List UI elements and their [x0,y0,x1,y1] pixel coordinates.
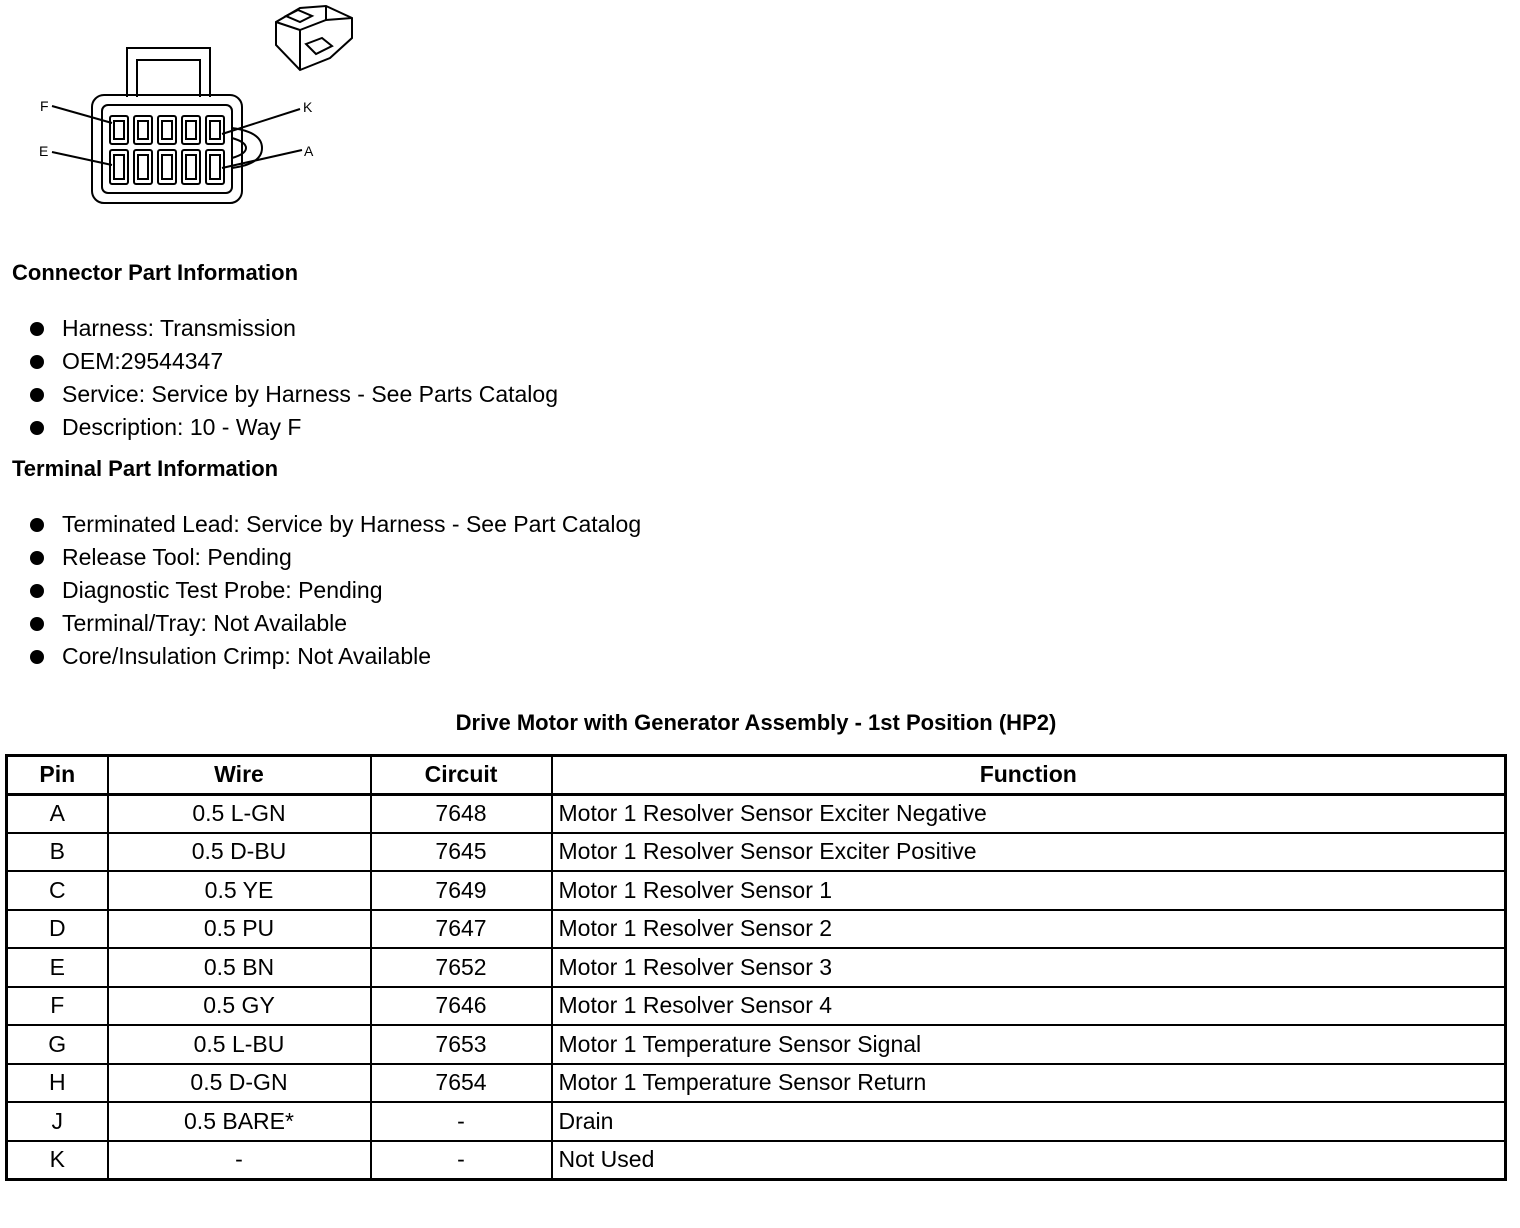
pin-cell: C [7,871,108,910]
pin-label-f: F [40,98,49,114]
wire-cell: 0.5 D-BU [108,833,371,872]
list-item: Release Tool: Pending [30,541,641,574]
list-item: Description: 10 - Way F [30,411,558,444]
wire-cell: 0.5 L-BU [108,1025,371,1064]
table-title: Drive Motor with Generator Assembly - 1st Position (HP2) [455,710,1057,735]
function-cell: Motor 1 Resolver Sensor 2 [552,910,1506,949]
column-header: Circuit [371,756,552,795]
terminal-contact [138,121,148,139]
function-cell: Motor 1 Resolver Sensor 1 [552,871,1506,910]
wire-cell: 0.5 D-GN [108,1064,371,1103]
terminal-contact [186,155,196,179]
wire-cell: 0.5 PU [108,910,371,949]
circuit-cell: 7646 [371,987,552,1026]
pin-label-e: E [39,143,49,159]
wire-cell: 0.5 YE [108,871,371,910]
circuit-cell: - [371,1141,552,1180]
function-cell: Motor 1 Temperature Sensor Return [552,1064,1506,1103]
table-header-row [7,756,1506,795]
list-item: Service: Service by Harness - See Parts Catalog [30,378,558,411]
table-row [7,1141,1506,1180]
wire-cell: - [108,1141,371,1180]
table-row [7,833,1506,872]
list-item: OEM:29544347 [30,345,558,378]
table-row [7,948,1506,987]
circuit-cell: 7648 [371,794,552,833]
list-item: Core/Insulation Crimp: Not Available [30,640,641,673]
circuit-cell: 7653 [371,1025,552,1064]
terminal-part-heading: Terminal Part Information [12,456,279,481]
table-row [7,1102,1506,1141]
circuit-cell: 7649 [371,871,552,910]
terminal-contact [114,155,124,179]
wire-cell: 0.5 GY [108,987,371,1026]
function-cell: Motor 1 Resolver Sensor Exciter Positive [552,833,1506,872]
connector-part-heading: Connector Part Information [12,260,299,285]
function-cell: Motor 1 Resolver Sensor Exciter Negative [552,794,1506,833]
pin-cell: H [7,1064,108,1103]
terminal-contact [162,155,172,179]
circuit-cell: 7654 [371,1064,552,1103]
circuit-cell: - [371,1102,552,1141]
circuit-cell: 7647 [371,910,552,949]
table-row [7,987,1506,1026]
wire-cell: 0.5 L-GN [108,794,371,833]
connector-part-list [30,312,558,444]
list-item: Terminal/Tray: Not Available [30,607,641,640]
table-row [7,871,1506,910]
terminal-contact [210,155,220,179]
terminal-contact [114,121,124,139]
table-row [7,910,1506,949]
pin-table [5,754,1507,1181]
pin-cell: D [7,910,108,949]
function-cell: Not Used [552,1141,1506,1180]
wire-cell: 0.5 BARE* [108,1102,371,1141]
circuit-cell: 7652 [371,948,552,987]
list-item: Diagnostic Test Probe: Pending [30,574,641,607]
column-header: Pin [7,756,108,795]
function-cell: Drain [552,1102,1506,1141]
pin-cell: J [7,1102,108,1141]
terminal-contact [186,121,196,139]
connector-diagram [0,0,380,230]
pin-cell: B [7,833,108,872]
terminal-contact [138,155,148,179]
function-cell: Motor 1 Temperature Sensor Signal [552,1025,1506,1064]
column-header: Function [552,756,1506,795]
table-row [7,794,1506,833]
terminal-contact [210,121,220,139]
table-row [7,1025,1506,1064]
list-item: Harness: Transmission [30,312,558,345]
pin-cell: G [7,1025,108,1064]
pin-cell: K [7,1141,108,1180]
wire-cell: 0.5 BN [108,948,371,987]
column-header: Wire [108,756,371,795]
pin-cell: E [7,948,108,987]
pin-label-k: K [303,99,313,115]
list-item: Terminated Lead: Service by Harness - See Part Catalog [30,508,641,541]
circuit-cell: 7645 [371,833,552,872]
terminal-part-list [30,508,641,673]
function-cell: Motor 1 Resolver Sensor 3 [552,948,1506,987]
function-cell: Motor 1 Resolver Sensor 4 [552,987,1506,1026]
pin-cell: A [7,794,108,833]
pin-label-a: A [304,143,314,159]
terminal-contact [162,121,172,139]
table-row [7,1064,1506,1103]
pin-cell: F [7,987,108,1026]
